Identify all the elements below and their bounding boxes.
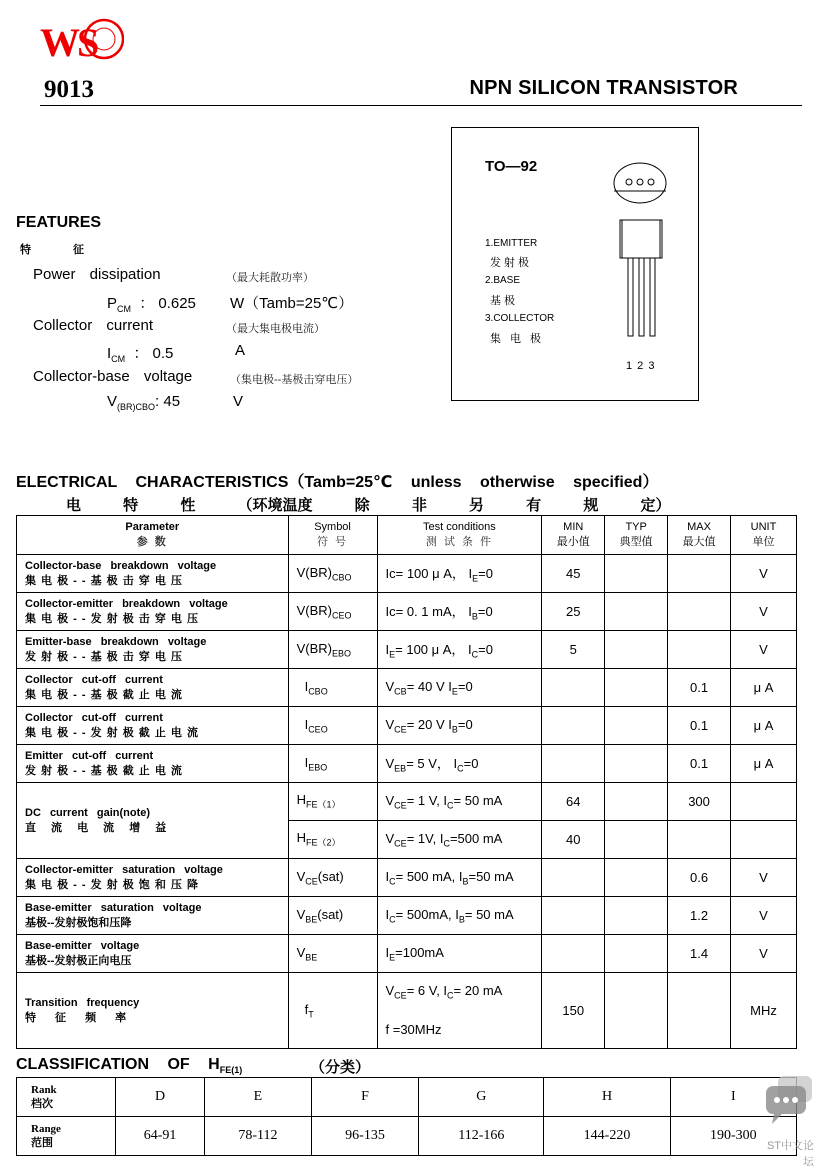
max-cell [668,593,731,631]
symbol-cell: $H_{FE(2)}$ [288,821,377,859]
symbol-cell: $I_{EBO}$ [288,745,377,783]
rank-cell: G [419,1078,544,1117]
typ-cell [605,897,668,935]
min-cell: 150 [542,973,605,1049]
col-typ: TYP 典型值 [605,516,668,555]
symbol-cell: $I_{CBO}$ [288,669,377,707]
max-cell: 0.6 [668,859,731,897]
features-heading-cn: 特征 [20,244,126,256]
col-conditions: Test conditions 测 试 条 件 [377,516,542,555]
pin-3-label: 3.COLLECTOR [485,313,555,324]
condition-cell: $V_{CE}= 1V$, $I_C=500$ mA [377,821,542,859]
min-cell [542,669,605,707]
typ-cell [605,859,668,897]
unit-cell: V [731,555,797,593]
condition-cell: $V_{CB}= 40$ V $I_E=0$ [377,669,542,707]
unit-cell: V [731,897,797,935]
param-cell: Collector cut-off current 集 电 极 - - 基 极 截 止 电 流 [17,669,289,707]
table-row [17,897,797,935]
typ-cell [605,555,668,593]
table-row [17,631,797,669]
condition-cell: $I_C= 500$ mA, $I_B=50$ mA [377,859,542,897]
typ-cell [605,783,668,821]
table-row [17,707,797,745]
min-cell [542,707,605,745]
unit-cell: V [731,593,797,631]
table-row-transition [17,973,797,1049]
max-cell [668,631,731,669]
condition-cell: $V_{CE}= 6$ V, $I_C= 20$ mA f =30MHz [377,973,542,1049]
rank-row [17,1078,797,1117]
watermark-text: ST中文论坛 [766,1140,814,1168]
pin-3-label-cn: 集电极 [490,333,550,345]
condition-cell: $V_{EB}= 5$ V， $I_C=0$ [377,745,542,783]
typ-cell [605,935,668,973]
electrical-heading: ELECTRICAL CHARACTERISTICS（Tamb=25℃ unless otherwise specified） [16,474,659,491]
param-cell: Base-emitter voltage 基极--发射极正向电压 [17,935,289,973]
typ-cell [605,745,668,783]
param-cell: DC current gain(note) 直 流 电 流 增 益 [17,783,289,859]
classification-table [16,1077,797,1156]
max-cell: 0.1 [668,707,731,745]
to92-package-drawing [602,158,692,358]
max-cell: 1.4 [668,935,731,973]
symbol-cell: $V(BR)_{CBO}$ [288,555,377,593]
range-row [17,1117,797,1156]
condition-cell: Ic= 0. 1 mA， $I_B=0$ [377,593,542,631]
classification-heading: CLASSIFICATION OF $H_{FE(1)}$ [16,1056,243,1076]
col-parameter: Parameter 参 数 [17,516,289,555]
table-row [17,859,797,897]
range-label: Range 范围 [17,1117,116,1156]
max-cell: 0.1 [668,745,731,783]
table-row [17,669,797,707]
unit-cell: μ A [731,707,797,745]
condition-cell: $I_E= 100$ μ A， $I_C=0$ [377,631,542,669]
table-row [17,935,797,973]
feature-voltage-label: Collector-base voltage [33,368,193,385]
condition-cell: $V_{CE}= 20$ V $I_B=0$ [377,707,542,745]
symbol-cell: $I_{CEO}$ [288,707,377,745]
min-cell [542,935,605,973]
pin-1-label-cn: 发射极 [490,257,532,269]
range-cell: 96-135 [311,1117,419,1156]
condition-cell: Ic= 100 μ A， $I_E=0$ [377,555,542,593]
param-cell: Emitter-base breakdown voltage 发 射 极 - - 基 极 击 穿 电 压 [17,631,289,669]
range-cell: 144-220 [544,1117,670,1156]
range-cell: 78-112 [205,1117,311,1156]
col-symbol: Symbol 符 号 [288,516,377,555]
min-cell: 40 [542,821,605,859]
pin-1-label: 1.EMITTER [485,238,538,249]
symbol-cell: $V_{BE}$ [288,935,377,973]
unit-cell: μ A [731,669,797,707]
unit-cell: V [731,935,797,973]
pin-2-label-cn: 基极 [490,295,518,307]
max-cell [668,973,731,1049]
range-cell: 190-300 [670,1117,796,1156]
max-cell [668,821,731,859]
typ-cell [605,669,668,707]
max-cell: 1.2 [668,897,731,935]
typ-cell [605,631,668,669]
pin-2-label: 2.BASE [485,275,521,286]
min-cell: 45 [542,555,605,593]
typ-cell [605,707,668,745]
min-cell: 5 [542,631,605,669]
table-row [17,593,797,631]
typ-cell [605,821,668,859]
condition-cell: $I_E=100mA$ [377,935,542,973]
rank-cell: I [670,1078,796,1117]
min-cell [542,897,605,935]
package-name: TO—92 [485,158,538,175]
param-cell: Collector cut-off current 集 电 极 - - 发 射 极 截 止 电 流 [17,707,289,745]
max-cell: 300 [668,783,731,821]
condition-cell: $V_{CE}= 1$ V, $I_C= 50$ mA [377,783,542,821]
feature-current-value: $I_{CM}$ ： 0.5 [107,345,174,364]
col-max: MAX 最大值 [668,516,731,555]
condition-cell: $I_C= 500mA$, $I_B= 50$ mA [377,897,542,935]
svg-text:WS: WS [40,20,97,65]
max-cell [668,555,731,593]
feature-voltage-value: $V_{(BR)CBO}$: 45 [107,393,181,412]
feature-power-value: $P_{CM}$ ： 0.625 [107,295,196,314]
min-cell [542,745,605,783]
chat-bubble-icon [764,1074,814,1130]
part-number: 9013 [44,76,94,103]
table-row-dc-gain-1 [17,783,797,821]
param-cell: Emitter cut-off current 发 射 极 - - 基 极 截 止 电 流 [17,745,289,783]
feature-current-label: Collector current [33,317,154,334]
feature-voltage-label-cn: （集电极--基极击穿电压） [230,374,359,386]
feature-current-unit: A [235,342,246,359]
unit-cell: μ A [731,745,797,783]
symbol-cell: $V_{CE}(sat)$ [288,859,377,897]
typ-cell [605,593,668,631]
rank-cell: D [116,1078,205,1117]
pin-numbers: 1 2 3 [626,360,655,372]
min-cell: 64 [542,783,605,821]
unit-cell: V [731,859,797,897]
feature-power-label-cn: （最大耗散功率） [226,272,314,284]
symbol-cell: $V(BR)_{CEO}$ [288,593,377,631]
range-cell: 112-166 [419,1117,544,1156]
feature-power-label: Power dissipation [33,266,161,283]
param-cell: Base-emitter saturation voltage 基极--发射极饱和压降 [17,897,289,935]
unit-cell: V [731,631,797,669]
unit-cell [731,821,797,859]
rank-cell: F [311,1078,419,1117]
classification-heading-cn: （分类） [310,1059,371,1076]
electrical-table [16,515,797,1049]
col-unit: UNIT 单位 [731,516,797,555]
symbol-cell: $V(BR)_{EBO}$ [288,631,377,669]
feature-current-label-cn: （最大集电极电流） [226,323,325,335]
range-cell: 64-91 [116,1117,205,1156]
min-cell: 25 [542,593,605,631]
header-rule [40,105,802,106]
symbol-cell: $f_T$ [288,973,377,1049]
rank-label: Rank 档次 [17,1078,116,1117]
typ-cell [605,973,668,1049]
unit-cell [731,783,797,821]
feature-power-unit: W（Tamb=25℃） [230,295,354,312]
unit-cell: MHz [731,973,797,1049]
max-cell: 0.1 [668,669,731,707]
electrical-heading-cn: 电 特 性 （环境温度 除 非 另 有 规 定） [66,497,671,514]
forum-watermark [764,1074,814,1168]
feature-voltage-unit: V [233,393,244,410]
min-cell [542,859,605,897]
table-header [17,516,797,555]
package-box [451,127,699,401]
param-cell: Collector-emitter saturation voltage 集 电 极 - - 发 射 极 饱 和 压 降 [17,859,289,897]
table-row [17,745,797,783]
param-cell: Collector-base breakdown voltage 集 电 极 - - 基 极 击 穿 电 压 [17,555,289,593]
rank-cell: E [205,1078,311,1117]
symbol-cell: $V_{BE}(sat)$ [288,897,377,935]
param-cell: Collector-emitter breakdown voltage 集 电 极 - - 发 射 极 击 穿 电 压 [17,593,289,631]
rank-cell: H [544,1078,670,1117]
table-row [17,555,797,593]
features-heading: FEATURES [16,214,102,231]
document-title: NPN SILICON TRANSISTOR [469,77,738,99]
param-cell: Transition frequency 特 征 频 率 [17,973,289,1049]
symbol-cell: $H_{FE(1)}$ [288,783,377,821]
col-min: MIN 最小值 [542,516,605,555]
ws-logo [40,14,124,72]
